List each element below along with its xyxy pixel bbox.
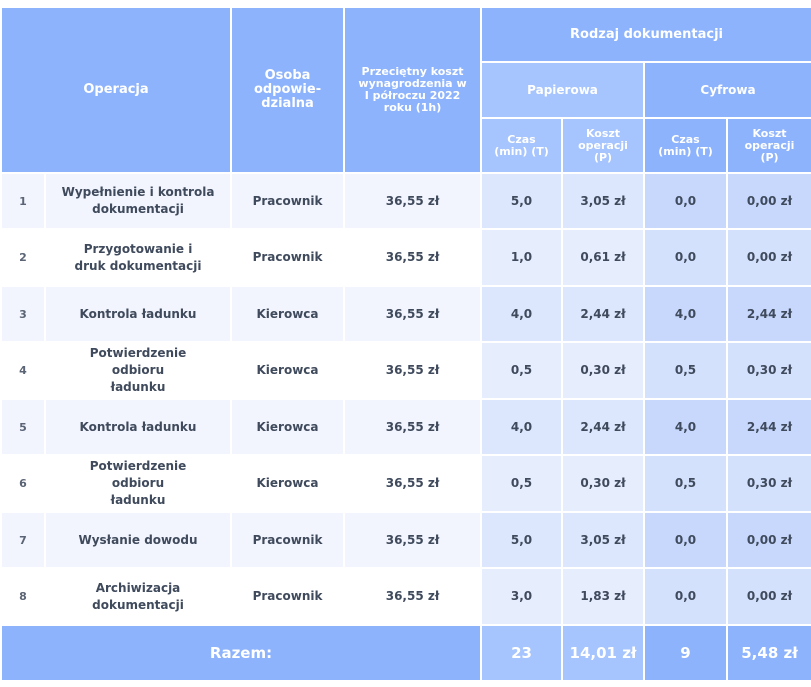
row-number: 2 (1, 229, 45, 286)
header-paper-time: Czas (min) (T) (481, 118, 562, 173)
salary-value: 36,55 zł (344, 286, 481, 342)
paper-cost: 3,05 zł (562, 512, 644, 568)
row-number: 8 (1, 568, 45, 625)
table-row (1, 399, 811, 455)
header-digital: Cyfrowa (644, 62, 811, 118)
paper-cost: 3,05 zł (562, 173, 644, 229)
header-average-salary: Przeciętny koszt wynagrodzenia w I półroczu 2022 roku (1h) (344, 7, 481, 173)
total-digital-time: 9 (644, 625, 727, 681)
paper-cost: 0,61 zł (562, 229, 644, 286)
digital-cost: 0,00 zł (727, 512, 811, 568)
digital-time: 0,0 (644, 229, 727, 286)
responsible-person: Pracownik (231, 229, 344, 286)
total-paper-time: 23 (481, 625, 562, 681)
salary-value: 36,55 zł (344, 455, 481, 512)
operation-name: Wysłanie dowodu (45, 512, 231, 568)
header-paper: Papierowa (481, 62, 644, 118)
operation-name: Kontrola ładunku (45, 399, 231, 455)
table-row (1, 342, 811, 399)
digital-cost: 0,00 zł (727, 568, 811, 625)
salary-value: 36,55 zł (344, 229, 481, 286)
paper-cost: 0,30 zł (562, 455, 644, 512)
total-paper-cost: 14,01 zł (562, 625, 644, 681)
responsible-person: Kierowca (231, 455, 344, 512)
table-row (1, 455, 811, 512)
paper-cost: 1,83 zł (562, 568, 644, 625)
operation-name: Potwierdzenie odbioru ładunku (45, 455, 231, 512)
salary-value: 36,55 zł (344, 568, 481, 625)
header-documentation-type: Rodzaj dokumentacji (481, 7, 811, 62)
table-row (1, 229, 811, 286)
digital-cost: 0,30 zł (727, 342, 811, 399)
responsible-person: Kierowca (231, 399, 344, 455)
row-number: 7 (1, 512, 45, 568)
paper-time: 5,0 (481, 173, 562, 229)
row-number: 6 (1, 455, 45, 512)
digital-cost: 2,44 zł (727, 399, 811, 455)
salary-value: 36,55 zł (344, 342, 481, 399)
operation-name: Archiwizacja dokumentacji (45, 568, 231, 625)
digital-time: 0,0 (644, 173, 727, 229)
responsible-person: Kierowca (231, 286, 344, 342)
paper-time: 0,5 (481, 455, 562, 512)
digital-cost: 0,00 zł (727, 229, 811, 286)
table-row (1, 173, 811, 229)
header-operation: Operacja (1, 7, 231, 173)
header-paper-cost: Koszt operacji (P) (562, 118, 644, 173)
operation-name: Kontrola ładunku (45, 286, 231, 342)
row-number: 1 (1, 173, 45, 229)
table-row (1, 568, 811, 625)
table-row (1, 512, 811, 568)
row-number: 3 (1, 286, 45, 342)
responsible-person: Pracownik (231, 568, 344, 625)
paper-time: 3,0 (481, 568, 562, 625)
responsible-person: Pracownik (231, 173, 344, 229)
cost-comparison-table (0, 6, 811, 682)
digital-cost: 0,30 zł (727, 455, 811, 512)
digital-time: 4,0 (644, 286, 727, 342)
paper-time: 5,0 (481, 512, 562, 568)
digital-time: 0,0 (644, 568, 727, 625)
total-row (1, 625, 811, 681)
table-row (1, 286, 811, 342)
paper-cost: 0,30 zł (562, 342, 644, 399)
paper-time: 4,0 (481, 286, 562, 342)
salary-value: 36,55 zł (344, 399, 481, 455)
header-digital-cost: Koszt operacji (P) (727, 118, 811, 173)
operation-name: Wypełnienie i kontrola dokumentacji (45, 173, 231, 229)
row-number: 5 (1, 399, 45, 455)
paper-cost: 2,44 zł (562, 286, 644, 342)
paper-time: 1,0 (481, 229, 562, 286)
responsible-person: Kierowca (231, 342, 344, 399)
header-digital-time: Czas (min) (T) (644, 118, 727, 173)
total-label: Razem: (1, 625, 481, 681)
header-responsible-person: Osoba odpowie-dzialna (231, 7, 344, 173)
digital-time: 0,5 (644, 342, 727, 399)
total-digital-cost: 5,48 zł (727, 625, 811, 681)
digital-cost: 0,00 zł (727, 173, 811, 229)
digital-time: 0,5 (644, 455, 727, 512)
row-number: 4 (1, 342, 45, 399)
digital-cost: 2,44 zł (727, 286, 811, 342)
digital-time: 0,0 (644, 512, 727, 568)
operation-name: Przygotowanie i druk dokumentacji (45, 229, 231, 286)
salary-value: 36,55 zł (344, 173, 481, 229)
paper-time: 0,5 (481, 342, 562, 399)
salary-value: 36,55 zł (344, 512, 481, 568)
operation-name: Potwierdzenie odbioru ładunku (45, 342, 231, 399)
responsible-person: Pracownik (231, 512, 344, 568)
paper-time: 4,0 (481, 399, 562, 455)
digital-time: 4,0 (644, 399, 727, 455)
paper-cost: 2,44 zł (562, 399, 644, 455)
